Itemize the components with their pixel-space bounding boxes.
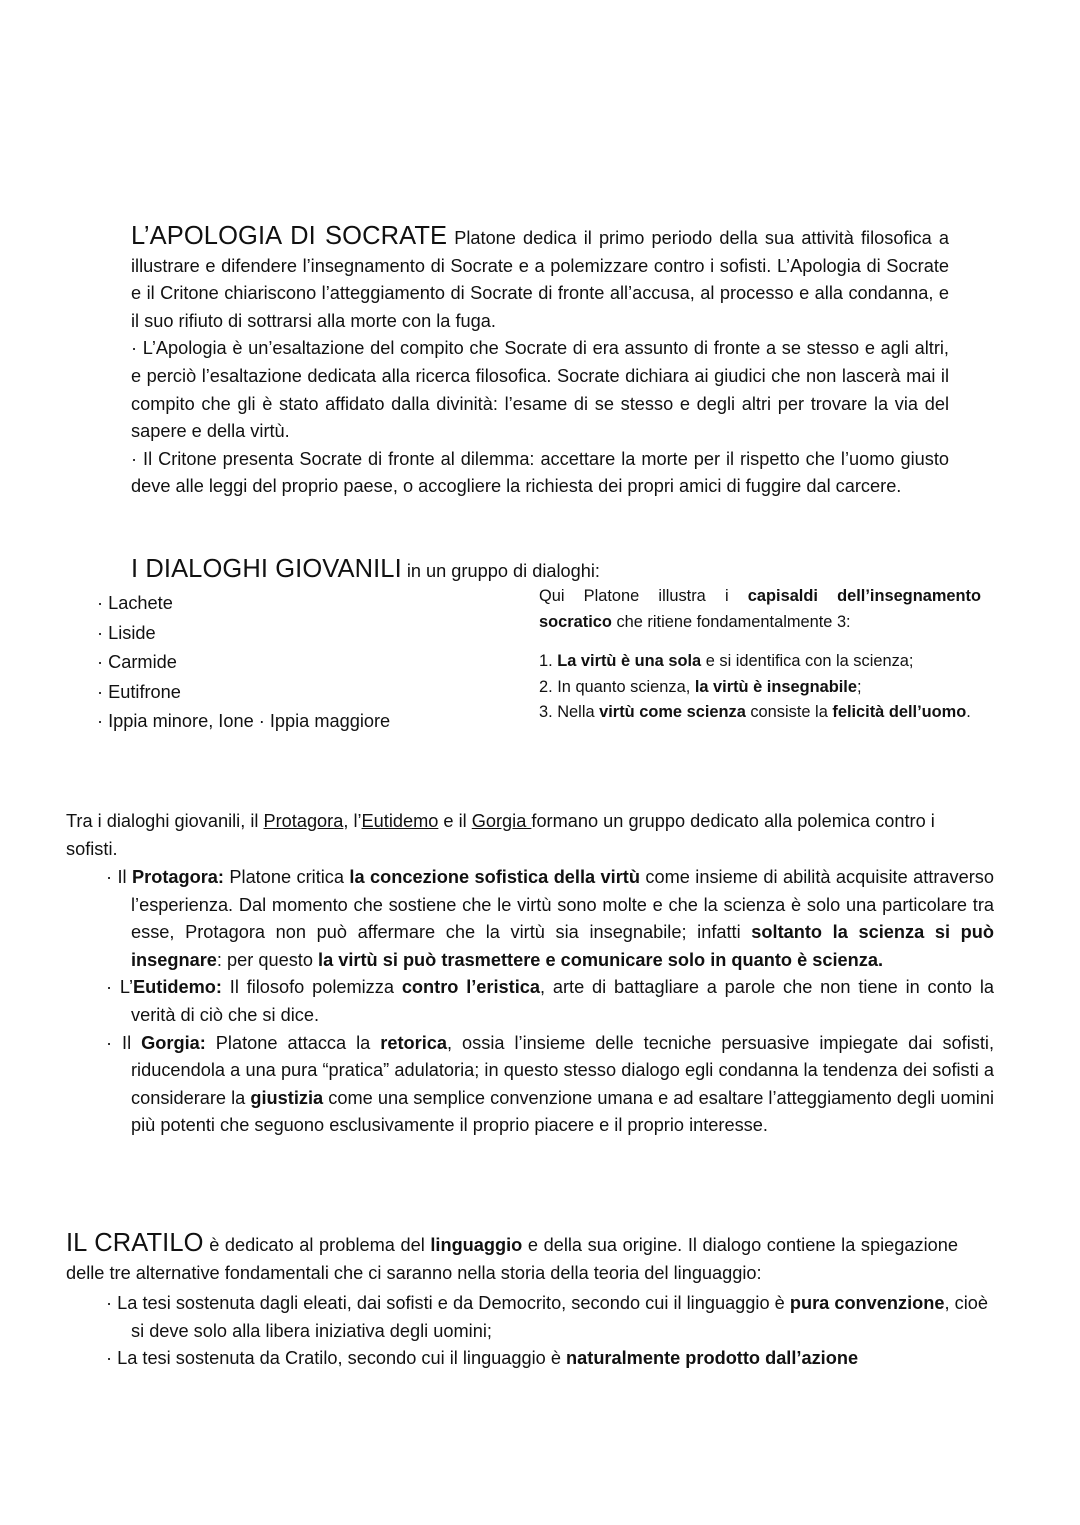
gorgia-link: Gorgia (471, 811, 532, 831)
protagora-item: · Il Protagora: Platone critica la concezione sofistica della virtù come insieme di abilità acquisite attraverso l’esperienza. Dal momento che sostiene che le virtù sono molte e che la scienza è solo una particolare tra esse, Protagora non può affermare che la virtù sia insegnabile; infatti soltanto la scienza si può insegnare: per questo la virtù si può trasmettere e comunicare solo in quanto è scienza. (106, 867, 994, 970)
tesi-2: · La tesi sostenuta da Cratilo, secondo cui il linguaggio è naturalmente prodotto dall’azione (106, 1348, 859, 1369)
apologia-section (131, 223, 949, 501)
eutidemo-link: Eutidemo (361, 811, 439, 831)
list-item: · Eutifrone (97, 681, 181, 702)
capisaldi-intro: Qui Platone illustra i capisaldi dell’insegnamento socratico che ritiene fondamentalmente 3: (539, 587, 981, 631)
apologia-title: L’APOLOGIA DI SOCRATE (131, 222, 448, 250)
dialoghi-subtitle: in un gruppo di dialoghi: (401, 561, 600, 581)
tesi-1: · La tesi sostenuta dagli eleati, dai sofisti e da Democrito, secondo cui il linguaggio è pura convenzione, cioè si deve solo alla libera iniziativa degli uomini; (106, 1293, 988, 1341)
capisaldi-list (539, 649, 981, 726)
cratilo-intro: IL CRATILO è dedicato al problema del linguaggio e della sua origine. Il dialogo contiene la spiegazione delle tre alternative fondamentali che ci saranno nella storia della teoria del linguaggio: (66, 1229, 958, 1283)
list-item: · Lachete (97, 593, 173, 613)
gorgia-item: · Il Gorgia: Platone attacca la retorica, ossia l’insieme delle tecniche persuasive impiegate dai sofisti, riducendola a una pura “pratica” adulatoria; in questo stesso dialogo egli condanna la tendenza dei sofisti a considerare la giustizia come una semplice convenzione umana e ad esaltare l’atteggiamento degli uomini più potenti che seguono esclusivamente il proprio piacere e il proprio interesse. (106, 1032, 994, 1136)
eutidemo-item: · L’Eutidemo: Il filosofo polemizza contro l’eristica, arte di battagliare a parole che non tiene in conto la verità di ciò che si dice. (106, 977, 995, 1025)
dialoghi-heading (131, 556, 831, 586)
polemica-intro: Tra i dialoghi giovanili, il Protagora, l’Eutidemo e il Gorgia formano un gruppo dedicato alla polemica contro i sofisti. (66, 811, 935, 859)
apologia-bullet-2: · Il Critone presenta Socrate di fronte al dilemma: accettare la morte per il rispetto che l’uomo giusto deve alle leggi del proprio paese, o accogliere la richiesta dei propri amici di fuggire dal carcere. (131, 448, 949, 497)
apologia-bullet-1: · L’Apologia è un’esaltazione del compito che Socrate di era assunto di fronte a se stesso e agli altri, e perciò l’esaltazione dedicata alla ricerca filosofica. Socrate dichiara ai giudici che non lascerà mai il compito che gli è stato affidato dalla divinità: l’esame di se stesso e degli altri per trovare la via del sapere e della virtù. (131, 338, 949, 442)
cratilo-list (106, 1290, 988, 1373)
list-item: · Carmide (97, 652, 177, 673)
cratilo-title: IL CRATILO (66, 1229, 204, 1257)
dialoghi-title: I DIALOGHI GIOVANILI (131, 555, 402, 583)
list-item: · Ippia minore, Ione · Ippia maggiore (97, 711, 391, 732)
polemica-list (106, 864, 994, 1140)
protagora-link: Protagora (263, 811, 344, 831)
apologia-intro: L’APOLOGIA DI SOCRATE Platone dedica il primo periodo della sua attività filosofica a illustrare e difendere l’insegnamento di Socrate e a polemizzare contro i sofisti. L’Apologia di Socrate e il Critone chiariscono l’atteggiamento di Socrate di fronte all’accusa, al processo e alla condanna, e il suo rifiuto di sottrarsi alla morte con la fuga. (131, 222, 949, 331)
capisaldo-3: 3. Nella virtù come scienza consiste la felicità dell’uomo. (539, 703, 971, 722)
dialoghi-list (97, 589, 390, 737)
capisaldo-1: 1. La virtù è una sola e si identifica con la scienza; (539, 652, 914, 670)
capisaldo-2: 2. In quanto scienza, la virtù è insegnabile; (539, 677, 862, 696)
list-item: · Liside (97, 622, 156, 643)
